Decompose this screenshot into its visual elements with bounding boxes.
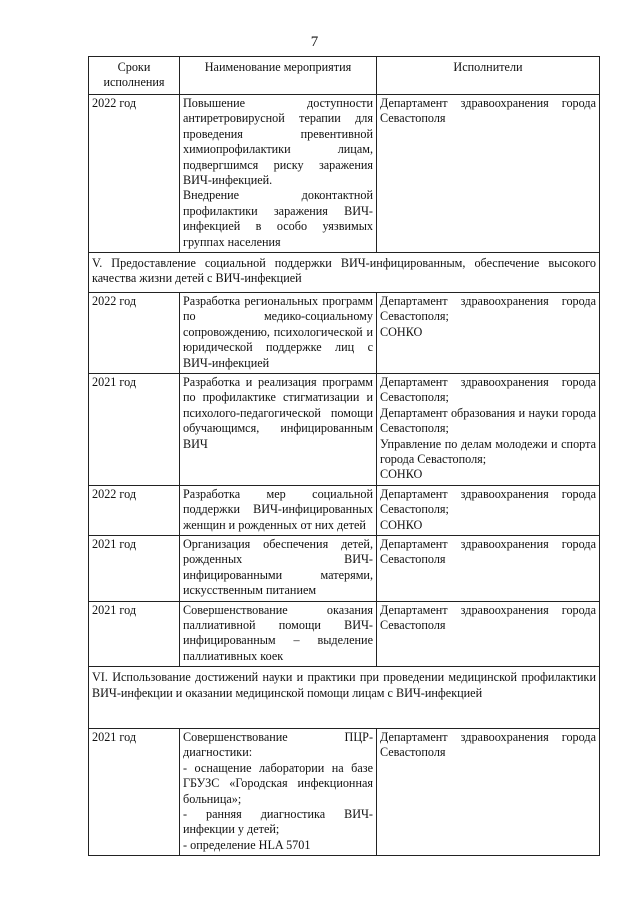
term-cell: 2022 год bbox=[89, 292, 180, 373]
term-cell: 2021 год bbox=[89, 601, 180, 667]
table-row bbox=[89, 292, 600, 373]
executor: Департамент здравоохранения города Севастополя bbox=[380, 730, 596, 760]
executors-cell bbox=[377, 535, 600, 601]
table-row bbox=[89, 535, 600, 601]
table-row bbox=[89, 485, 600, 535]
action-text: - оснащение лаборатории на базе ГБУЗС «Городская инфекционная больница»; bbox=[183, 760, 373, 806]
term-cell: 2022 год bbox=[89, 95, 180, 253]
action-text: Совершенствование ПЦР-диагностики: bbox=[183, 730, 373, 760]
header-action: Наименование мероприятия bbox=[180, 57, 377, 95]
executors-cell bbox=[377, 373, 600, 485]
section-row bbox=[89, 253, 600, 293]
executor: Департамент здравоохранения города Севастополя; bbox=[380, 486, 596, 517]
term-cell: 2022 год bbox=[89, 485, 180, 535]
section-spacer bbox=[92, 701, 596, 723]
executor: Департамент здравоохранения города Севастополя; bbox=[380, 374, 596, 405]
executor: СОНКО bbox=[380, 517, 423, 532]
executor: СОНКО bbox=[380, 467, 423, 482]
header-term: Сроки исполнения bbox=[89, 57, 180, 95]
action-cell: Разработка и реализация программ по профилактике стигматизации и психолого-педагогической помощи обучающимся, инфицированным ВИЧ bbox=[180, 373, 377, 485]
action-cell bbox=[180, 95, 377, 253]
action-text: Повышение доступности антиретровирусной терапии для проведения превентивной химиопрофилактики лицам, подвергшимся риску заражения ВИЧ-инфекцией. bbox=[183, 96, 373, 188]
executor: Управление по делам молодежи и спорта города Севастополя; bbox=[380, 436, 596, 466]
executor: Департамент здравоохранения города Севастополя bbox=[380, 602, 596, 632]
section-row bbox=[89, 667, 600, 729]
executors-cell bbox=[377, 485, 600, 535]
plan-table bbox=[88, 56, 600, 856]
table-row bbox=[89, 601, 600, 667]
table-row bbox=[89, 373, 600, 485]
section-heading-text: VI. Использование достижений науки и практики при проведении медицинской профилактики ВИЧ-инфекции и оказании медицинской помощи лицам с ВИЧ-инфекцией bbox=[92, 670, 596, 700]
term-cell: 2021 год bbox=[89, 373, 180, 485]
header-executors: Исполнители bbox=[377, 57, 600, 95]
page-number: 7 bbox=[310, 34, 319, 50]
executors-cell bbox=[377, 292, 600, 373]
action-cell: Организация обеспечения детей, рожденных ВИЧ-инфицированными матерями, искусственным питанием bbox=[180, 535, 377, 601]
term-cell: 2021 год bbox=[89, 729, 180, 856]
action-cell: Разработка мер социальной поддержки ВИЧ-инфицированных женщин и рожденных от них детей bbox=[180, 485, 377, 535]
table-row bbox=[89, 95, 600, 253]
action-text: - ранняя диагностика ВИЧ-инфекции у детей; bbox=[183, 807, 373, 837]
term-cell: 2021 год bbox=[89, 535, 180, 601]
action-text: - определение HLA 5701 bbox=[183, 837, 311, 852]
executor: Департамент образования и науки города Севастополя; bbox=[380, 405, 596, 436]
executors-cell: Департамент здравоохранения города Севастополя bbox=[377, 95, 600, 253]
executors-cell bbox=[377, 601, 600, 667]
table-header-row bbox=[89, 57, 600, 95]
executor: СОНКО bbox=[380, 324, 423, 339]
table-row bbox=[89, 729, 600, 856]
executor: Департамент здравоохранения города Севастополя bbox=[380, 536, 596, 567]
executor: Департамент здравоохранения города Севастополя; bbox=[380, 293, 596, 324]
executors-cell bbox=[377, 729, 600, 856]
action-text: Внедрение доконтактной профилактики заражения ВИЧ-инфекцией в особо уязвимых группах населения bbox=[183, 188, 373, 249]
action-cell: Разработка региональных программ по медико-социальному сопровождению, психологической и юридической поддержке лиц с ВИЧ-инфекцией bbox=[180, 292, 377, 373]
section-heading-5: V. Предоставление социальной поддержки ВИЧ-инфицированным, обеспечение высокого качества жизни детей с ВИЧ-инфекцией bbox=[89, 253, 600, 293]
action-cell bbox=[180, 729, 377, 856]
action-cell: Совершенствование оказания паллиативной помощи ВИЧ-инфицированным – выделение паллиативных коек bbox=[180, 601, 377, 667]
section-heading-6 bbox=[89, 667, 600, 729]
